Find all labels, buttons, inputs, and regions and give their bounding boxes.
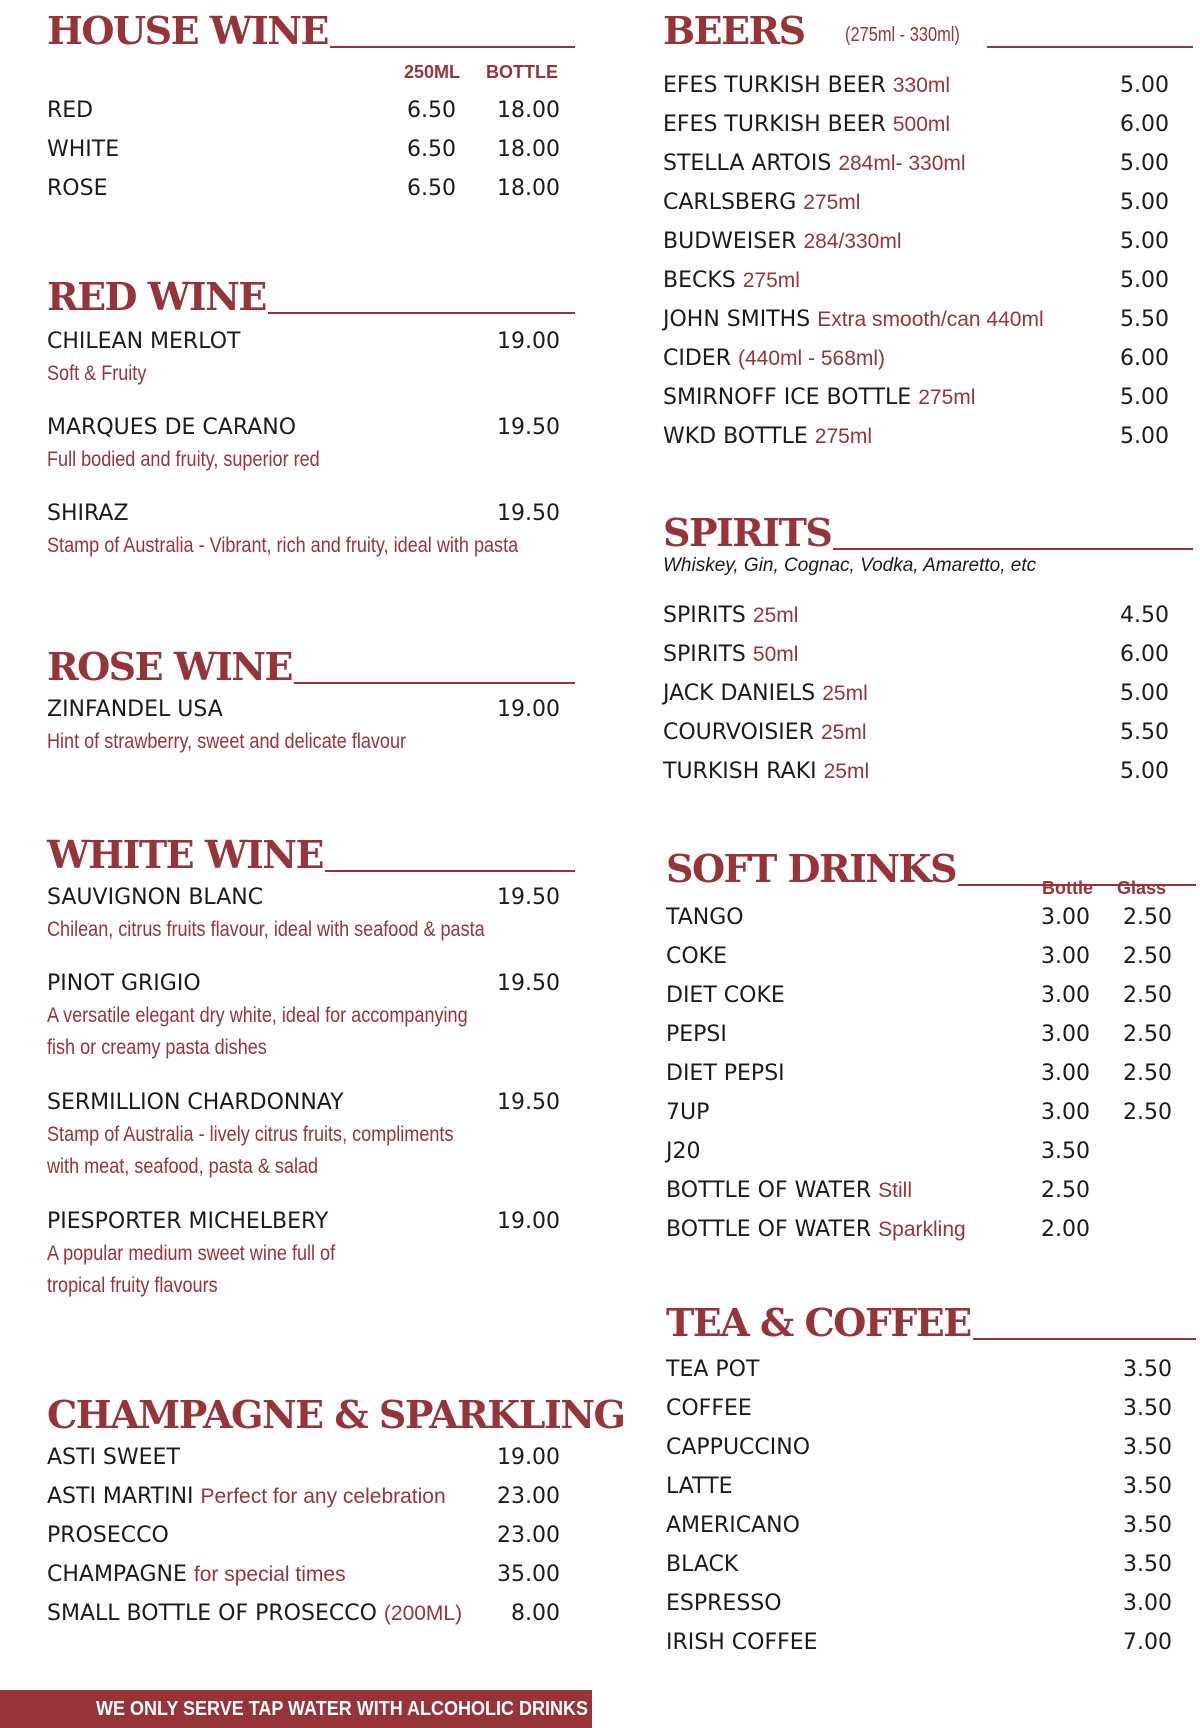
item-price: 3.50 — [1041, 1139, 1090, 1164]
item-note: Still — [878, 1179, 912, 1202]
menu-item — [663, 641, 798, 669]
item-price: 8.00 — [511, 1601, 560, 1626]
menu-item — [666, 1434, 810, 1462]
item-name: COKE — [666, 944, 728, 969]
item-price: 6.50 — [407, 176, 456, 201]
menu-item — [663, 267, 800, 295]
item-note: 50ml — [752, 643, 799, 666]
item-price: 18.00 — [497, 137, 560, 162]
col-header-glass: Glass — [1116, 878, 1166, 898]
menu-item — [663, 719, 867, 747]
rose-wine-section — [47, 636, 575, 766]
section-subtitle: (275ml - 330ml) — [844, 24, 960, 46]
menu-item — [663, 72, 950, 100]
item-name: DIET COKE — [666, 983, 785, 1008]
item-price: 6.00 — [1120, 112, 1169, 137]
item-price: 2.50 — [1041, 1178, 1090, 1203]
item-price: 3.00 — [1041, 1100, 1090, 1125]
item-description: Stamp of Australia - Vibrant, rich and fruity, ideal with pasta — [47, 534, 519, 557]
menu-item — [47, 696, 223, 724]
item-note: Sparkling — [878, 1218, 966, 1241]
section-heading — [663, 8, 1193, 53]
item-price: 3.00 — [1041, 983, 1090, 1008]
menu-item — [47, 1600, 462, 1628]
item-price: 2.50 — [1123, 944, 1172, 969]
menu-item — [666, 943, 727, 971]
item-price: 5.00 — [1120, 759, 1169, 784]
menu-item — [47, 970, 201, 998]
menu-item — [666, 1512, 800, 1540]
menu-item — [47, 884, 263, 912]
item-price: 19.50 — [497, 885, 560, 910]
item-note: 275ml — [742, 269, 800, 292]
item-name: SAUVIGNON BLANC — [47, 885, 264, 910]
item-price: 6.50 — [407, 98, 456, 123]
soft-drinks-section — [666, 838, 1196, 1248]
item-price: 7.00 — [1123, 1630, 1172, 1655]
item-price: 2.50 — [1123, 1061, 1172, 1086]
item-note: Extra smooth/can 440ml — [817, 308, 1044, 331]
item-price: 3.00 — [1041, 1061, 1090, 1086]
item-name: SERMILLION CHARDONNAY — [47, 1090, 344, 1115]
item-name: STELLA ARTOIS — [663, 151, 832, 176]
item-note: 25ml — [820, 721, 867, 744]
section-title: ROSE WINE — [47, 644, 292, 689]
menu-item — [663, 680, 868, 708]
section-heading — [47, 8, 575, 53]
item-name: PINOT GRIGIO — [47, 971, 201, 996]
col-header-bottle: BOTTLE — [486, 62, 558, 82]
item-note: (200ML) — [383, 1602, 463, 1625]
item-price: 3.00 — [1041, 905, 1090, 930]
item-name: TANGO — [666, 905, 744, 930]
menu-item — [663, 384, 975, 412]
item-name: ASTI SWEET — [47, 1445, 180, 1470]
menu-item — [47, 1444, 180, 1472]
item-note: 284ml- 330ml — [838, 152, 966, 175]
section-title: HOUSE WINE — [47, 8, 328, 53]
menu-item — [663, 345, 885, 373]
item-name: CHILEAN MERLOT — [47, 329, 241, 354]
item-name: WHITE — [47, 137, 120, 162]
item-price: 23.00 — [497, 1523, 560, 1548]
item-price: 5.00 — [1120, 268, 1169, 293]
menu-item — [666, 1216, 966, 1244]
item-name: JACK DANIELS — [663, 681, 816, 706]
menu-item — [47, 1561, 346, 1589]
footer-banner — [0, 1690, 592, 1728]
item-note: 25ml — [823, 760, 870, 783]
section-heading — [47, 274, 575, 319]
item-price: 19.00 — [497, 329, 560, 354]
item-price: 19.00 — [497, 1445, 560, 1470]
item-price: 19.00 — [497, 1209, 560, 1234]
red-wine-section — [47, 266, 575, 566]
item-price: 19.00 — [497, 697, 560, 722]
item-price: 6.50 — [407, 137, 456, 162]
item-name: BLACK — [666, 1552, 739, 1577]
item-note: 275ml — [814, 425, 872, 448]
menu-item — [666, 1356, 759, 1384]
item-price: 19.50 — [497, 971, 560, 996]
item-price: 19.50 — [497, 415, 560, 440]
menu-item — [47, 414, 296, 442]
spirits-section — [663, 502, 1193, 792]
item-price: 3.50 — [1123, 1474, 1172, 1499]
item-note: Perfect for any celebration — [200, 1485, 446, 1508]
item-description: Chilean, citrus fruits flavour, ideal with seafood & pasta — [47, 918, 485, 941]
item-name: J20 — [666, 1139, 701, 1164]
item-price: 3.50 — [1123, 1435, 1172, 1460]
menu-item — [666, 1138, 700, 1166]
item-price: 35.00 — [497, 1562, 560, 1587]
section-title: TEA & COFFEE — [666, 1300, 971, 1345]
section-title: CHAMPAGNE & SPARKLING — [47, 1392, 625, 1437]
item-name: JOHN SMITHS — [663, 307, 811, 332]
item-name: PROSECCO — [47, 1523, 169, 1548]
item-price: 5.50 — [1120, 720, 1169, 745]
champagne-section — [47, 1384, 625, 1634]
item-price: 5.00 — [1120, 385, 1169, 410]
item-name: TURKISH RAKI — [663, 759, 817, 784]
section-heading — [47, 832, 575, 877]
item-note: 330ml — [892, 74, 951, 97]
section-title: SOFT DRINKS — [666, 846, 957, 891]
menu-item — [47, 97, 93, 125]
item-name: ROSE — [47, 176, 108, 201]
item-name: PEPSI — [666, 1022, 727, 1047]
item-name: ESPRESSO — [666, 1591, 782, 1616]
col-header-250ml: 250ML — [403, 62, 460, 82]
item-name: SMIRNOFF ICE BOTTLE — [663, 385, 912, 410]
col-header-bottle: Bottle — [1042, 878, 1093, 898]
item-price: 18.00 — [497, 176, 560, 201]
item-description: with meat, seafood, pasta & salad — [47, 1155, 319, 1178]
item-price: 2.50 — [1123, 905, 1172, 930]
item-note: for special times — [193, 1563, 346, 1586]
item-price: 5.50 — [1120, 307, 1169, 332]
section-title: SPIRITS — [663, 510, 832, 555]
item-name: BECKS — [663, 268, 736, 293]
item-name: LATTE — [666, 1474, 733, 1499]
heading-rule — [268, 312, 575, 314]
item-name: COFFEE — [666, 1396, 752, 1421]
item-price: 19.50 — [497, 1090, 560, 1115]
menu-item — [666, 1021, 727, 1049]
item-name: DIET PEPSI — [666, 1061, 785, 1086]
item-price: 3.50 — [1123, 1513, 1172, 1538]
footer-text: WE ONLY SERVE TAP WATER WITH ALCOHOLIC DRINKS — [96, 1698, 589, 1720]
item-description: Soft & Fruity — [47, 362, 147, 385]
section-heading — [663, 510, 1193, 555]
item-price: 3.50 — [1123, 1552, 1172, 1577]
item-price: 6.00 — [1120, 642, 1169, 667]
menu-item — [666, 1177, 912, 1205]
menu-item — [47, 1208, 328, 1236]
item-price: 3.00 — [1123, 1591, 1172, 1616]
item-name: CIDER — [663, 346, 731, 371]
beers-section — [663, 0, 1193, 460]
menu-item — [663, 602, 798, 630]
menu-item — [666, 1395, 752, 1423]
menu-item — [47, 500, 129, 528]
item-note: 25ml — [822, 682, 868, 705]
item-note: 275ml — [918, 386, 976, 409]
item-name: RED — [47, 98, 94, 123]
item-note: 284/330ml — [803, 230, 902, 253]
item-price: 3.00 — [1041, 1022, 1090, 1047]
item-price: 23.00 — [497, 1484, 560, 1509]
house-wine-section — [47, 0, 575, 210]
item-name: BUDWEISER — [663, 229, 797, 254]
item-name: IRISH COFFEE — [666, 1630, 818, 1655]
item-name: 7UP — [666, 1100, 710, 1125]
item-description: A popular medium sweet wine full of — [47, 1242, 336, 1265]
section-title: WHITE WINE — [47, 832, 323, 877]
heading-rule — [294, 682, 575, 684]
item-price: 5.00 — [1120, 681, 1169, 706]
item-name: CARLSBERG — [663, 190, 797, 215]
item-price: 2.50 — [1123, 1022, 1172, 1047]
menu-item — [47, 136, 119, 164]
item-description: Full bodied and fruity, superior red — [47, 448, 320, 471]
menu-item — [663, 111, 950, 139]
item-name: SMALL BOTTLE OF PROSECCO — [47, 1601, 377, 1626]
item-description: Hint of strawberry, sweet and delicate flavour — [47, 730, 407, 753]
item-price: 5.00 — [1120, 151, 1169, 176]
item-price: 2.50 — [1123, 1100, 1172, 1125]
section-heading — [47, 1392, 625, 1437]
menu-item — [47, 1483, 446, 1511]
item-price: 3.50 — [1123, 1357, 1172, 1382]
item-price: 2.00 — [1041, 1217, 1090, 1242]
section-heading — [47, 644, 575, 689]
section-title: RED WINE — [47, 274, 266, 319]
item-name: EFES TURKISH BEER — [663, 112, 886, 137]
section-title: BEERS — [663, 8, 805, 53]
item-price: 5.00 — [1120, 229, 1169, 254]
menu-item — [666, 1099, 709, 1127]
menu-item — [663, 150, 966, 178]
item-description: A versatile elegant dry white, ideal for accompanying — [47, 1004, 468, 1027]
menu-item — [663, 306, 1044, 334]
menu-item — [47, 328, 240, 356]
menu-item — [663, 228, 902, 256]
item-description: fish or creamy pasta dishes — [47, 1036, 267, 1059]
item-price: 18.00 — [497, 98, 560, 123]
menu-item — [666, 982, 785, 1010]
section-heading — [666, 1300, 1196, 1345]
item-name: CHAMPAGNE — [47, 1562, 187, 1587]
menu-item — [666, 904, 744, 932]
item-name: PIESPORTER MICHELBERY — [47, 1209, 329, 1234]
item-name: BOTTLE OF WATER — [666, 1217, 872, 1242]
spirits-subtitle: Whiskey, Gin, Cognac, Vodka, Amaretto, etc — [663, 555, 1037, 576]
item-name: TEA POT — [666, 1357, 760, 1382]
item-name: MARQUES DE CARANO — [47, 415, 297, 440]
item-note: 25ml — [752, 604, 799, 627]
white-wine-section — [47, 824, 575, 1314]
heading-rule — [833, 548, 1193, 550]
menu-item — [666, 1551, 738, 1579]
heading-rule — [330, 46, 575, 48]
heading-rule — [325, 870, 575, 872]
item-price: 5.00 — [1120, 424, 1169, 449]
item-name: ZINFANDEL USA — [47, 697, 223, 722]
item-note: 500ml — [892, 113, 951, 136]
menu-item — [663, 423, 872, 451]
menu-item — [666, 1629, 818, 1657]
item-description: Stamp of Australia - lively citrus fruits, compliments — [47, 1123, 454, 1146]
menu-item — [666, 1473, 733, 1501]
item-price: 2.50 — [1123, 983, 1172, 1008]
item-name: ASTI MARTINI — [47, 1484, 194, 1509]
item-price: 3.00 — [1041, 944, 1090, 969]
item-price: 5.00 — [1120, 190, 1169, 215]
item-note: (440ml - 568ml) — [737, 347, 886, 370]
item-price: 5.00 — [1120, 73, 1169, 98]
menu-item — [663, 189, 860, 217]
item-price: 4.50 — [1120, 603, 1169, 628]
item-name: WKD BOTTLE — [663, 424, 808, 449]
item-description: tropical fruity flavours — [47, 1274, 218, 1297]
item-name: COURVOISIER — [663, 720, 814, 745]
tea-coffee-section — [666, 1292, 1196, 1672]
menu-item — [47, 1089, 344, 1117]
heading-rule — [973, 1338, 1196, 1340]
item-name: SHIRAZ — [47, 501, 129, 526]
heading-rule — [987, 46, 1193, 48]
item-name: SPIRITS — [663, 642, 746, 667]
menu-item — [666, 1060, 785, 1088]
item-name: BOTTLE OF WATER — [666, 1178, 872, 1203]
item-name: SPIRITS — [663, 603, 746, 628]
menu-item — [666, 1590, 782, 1618]
item-price: 3.50 — [1123, 1396, 1172, 1421]
item-price: 6.00 — [1120, 346, 1169, 371]
menu-item — [47, 175, 107, 203]
item-name: AMERICANO — [666, 1513, 800, 1538]
item-name: CAPPUCCINO — [666, 1435, 811, 1460]
menu-item — [663, 758, 869, 786]
item-note: 275ml — [803, 191, 861, 214]
item-name: EFES TURKISH BEER — [663, 73, 886, 98]
menu-item — [47, 1522, 169, 1550]
item-price: 19.50 — [497, 501, 560, 526]
